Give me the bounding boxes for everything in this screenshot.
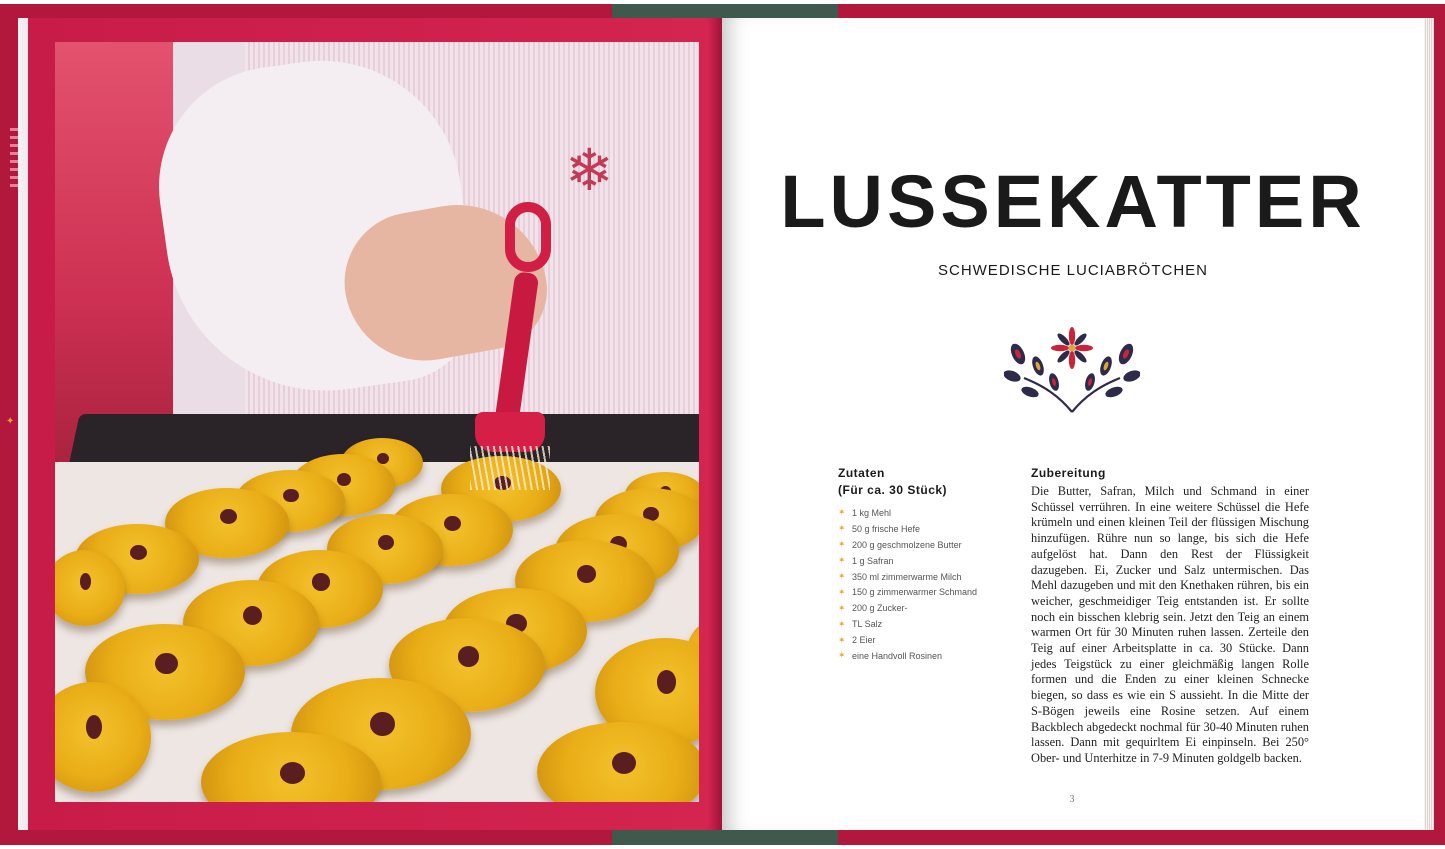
ingredient-item: ✶ 1 kg Mehl [838, 507, 892, 518]
star-bullet-icon: ✶ [838, 555, 846, 566]
star-bullet-icon: ✶ [838, 523, 846, 534]
ingredients-heading: Zutaten (Für ca. 30 Stück) [838, 466, 948, 497]
ingredient-item: ✶ 200 g geschmolzene Butter [838, 539, 962, 550]
preparation-text: Die Butter, Safran, Milch und Schmand in einer Schüssel verrühren. In eine weitere Schüssel die Hefe krümeln und einen kleinen Teil der flüssigen Mischung hinzufügen. Rühre nun so lange, bis sich die Hefe aufgelöst hat. Dann den Rest der Flüssigkeit dazugeben. Ei, Zucker und Salz untermischen. Das Mehl dazugeben und mit den Knethaken rühren, bis ein weicher, geschmeidiger Teig entstanden ist. Er sollte noch ein bisschen klebrig sein. Jetzt den Teig an einem warmen Ort für 30 Minuten ruhen lassen. Zerteile den Teig auf einer Arbeitsplatte in ca. 30 Stücke. Dann jedes Teigstück zu einer gleichmäßig langen Rolle formen und die Enden zu einer kleinen Schnecke biegen, so dass es wie ein S aussieht. In die Mitte der S-Bögen jeweils eine Rosine setzen. Auf einem Backblech abgedeckt nochmal für 30-40 Minuten ruhen lassen. Dann mit gequirltem Ei einpinseln. Bei 250° Ober- und Unterhitze in 7-9 Minuten goldgelb backen. [1031, 484, 1309, 765]
spine-band-top [612, 4, 838, 18]
saffron-bun [55, 550, 125, 626]
page-edges [1424, 18, 1434, 830]
snowflake-embroidery-icon: ❄ [565, 138, 614, 203]
recipe-subtitle: SCHWEDISCHE LUCIABRÖTCHEN [937, 262, 1209, 279]
star-bullet-icon: ✶ [838, 586, 846, 597]
star-bullet-icon: ✶ [838, 507, 846, 518]
recipe-title: LUSSEKATTER [780, 160, 1366, 243]
ingredient-item: ✶ 200 g Zucker- [838, 602, 908, 614]
ingredient-item: ✶ 2 Eier [838, 634, 876, 646]
ingredient-item: ✶ 50 g frische Hefe [838, 523, 921, 534]
star-bullet-icon: ✶ [838, 571, 846, 581]
recipe-photo [55, 42, 699, 802]
star-bullet-icon: ✶ [838, 539, 846, 550]
ingredient-item: ✶ 150 g zimmerwarmer Schmand [838, 586, 978, 598]
page-number: 3 [1069, 794, 1075, 805]
buns-group [55, 42, 699, 802]
folk-flower-ornament-icon [1004, 326, 1140, 418]
star-bullet-icon: ✶ [838, 618, 846, 629]
star-bullet-icon: ✶ [838, 602, 846, 613]
ingredients-section [838, 465, 1018, 664]
ingredients-list [838, 505, 1018, 664]
ingredient-item: ✶ 1 g Safran [838, 555, 894, 566]
ingredient-item: ✶ TL Salz [838, 618, 883, 630]
ingredient-item: ✶ 350 ml zimmerwarme Milch [838, 571, 962, 582]
star-bullet-icon: ✶ [838, 634, 846, 645]
preparation-section [1031, 465, 1309, 767]
star-bullet-icon: ✶ [838, 650, 846, 661]
preparation-heading: Zubereitung [1031, 466, 1106, 480]
pastry-brush-bristles [470, 446, 550, 490]
saffron-bun [537, 722, 699, 802]
cover-ornament [10, 128, 18, 190]
cover-star-icon: ✦ [6, 416, 15, 427]
spine-band-bottom [612, 830, 838, 845]
ingredient-item: ✶ eine Handvoll Rosinen [838, 650, 943, 661]
